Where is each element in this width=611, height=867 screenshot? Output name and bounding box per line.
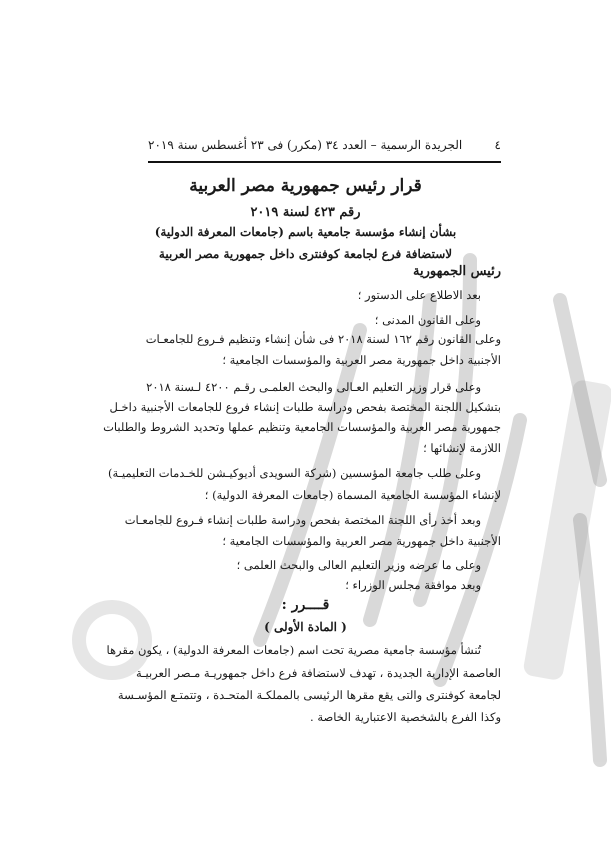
decree-number: رقم ٤٢٣ لسنة ٢٠١٩ [250,205,361,220]
gazette-running-title: الجريدة الرسمية – العدد ٣٤ (مكرر) فى ٢٣ أغسطس سنة ٢٠١٩ [148,138,463,152]
article-line: وكذا الفرع بالشخصية الاعتبارية الخاصة . [310,710,501,724]
decree-title: قرار رئيس جمهورية مصر العربية [189,176,422,196]
preamble-line: وعلى قرار وزير التعليم العـالى والبحث العلمـى رقـم ٤٢٠٠ لـسنة ٢٠١٨ [146,380,481,394]
preamble-line: وعلى القانون المدنى ؛ [374,313,481,327]
article-heading: ( المادة الأولى ) [264,620,347,634]
issuer-heading: رئيس الجمهورية [413,264,501,279]
decree-subject-line-1: بشأن إنشاء مؤسسة جامعية باسم (جامعات المعرفة الدولية) [154,225,457,239]
article-line: العاصمة الإدارية الجديدة ، تهدف لاستضافة فرع داخل جمهوريـة مـصر العربيـة [135,666,501,680]
page-number: ٤ [494,138,501,152]
article-line: تُنشأ مؤسسة جامعية مصرية تحت اسم (جامعات المعرفة الدولية) ، يكون مقرها [106,643,481,657]
preamble-line: لإنشاء المؤسسة الجامعية المسماة (جامعات المعرفة الدولية) ؛ [204,488,501,502]
preamble-line: الأجنبية داخل جمهورية مصر العربية والمؤسسات الجامعية ؛ [222,353,501,367]
decree-subject-line-2: لاستضافة فرع لجامعة كوفنترى داخل جمهورية مصر العربية [158,247,453,261]
preamble-line: جمهورية مصر العربية والمؤسسات الجامعية وتنظيم عملها وتحديد الشروط والطلبات [103,420,501,434]
preamble-line: اللازمة لإنشائها ؛ [423,441,501,455]
page-header [148,138,501,152]
preamble-line: وعلى القانون رقم ١٦٢ لسنة ٢٠١٨ فى شأن إنشاء وتنظيم فـروع للجامعـات [145,332,501,346]
decision-heading: قــــرر : [281,597,330,613]
preamble-line: وعلى طلب جامعة المؤسسين (شركة السويدى أديوكيـشن للخـدمات التعليميـة) [108,466,481,480]
preamble-line: بتشكيل اللجنة المختصة بفحص ودراسة طلبات إنشاء فروع للجامعات الأجنبية داخـل [109,400,501,414]
preamble-line: وعلى ما عرضه وزير التعليم العالى والبحث العلمى ؛ [236,558,481,572]
article-line: لجامعة كوفنترى والتى يقع مقرها الرئيسى بالمملكـة المتحـدة ، وتتمتـع المؤسـسة [117,688,501,702]
preamble-line: وبعد موافقة مجلس الوزراء ؛ [345,578,481,592]
preamble-line: وبعد أخذ رأى اللجنة المختصة بفحص ودراسة طلبات إنشاء فـروع للجامعـات [124,513,481,527]
preamble-line: الأجنبية داخل جمهورية مصر العربية والمؤسسات الجامعية ؛ [222,534,501,548]
header-divider [148,161,501,163]
preamble-line: بعد الاطلاع على الدستور ؛ [357,288,481,302]
